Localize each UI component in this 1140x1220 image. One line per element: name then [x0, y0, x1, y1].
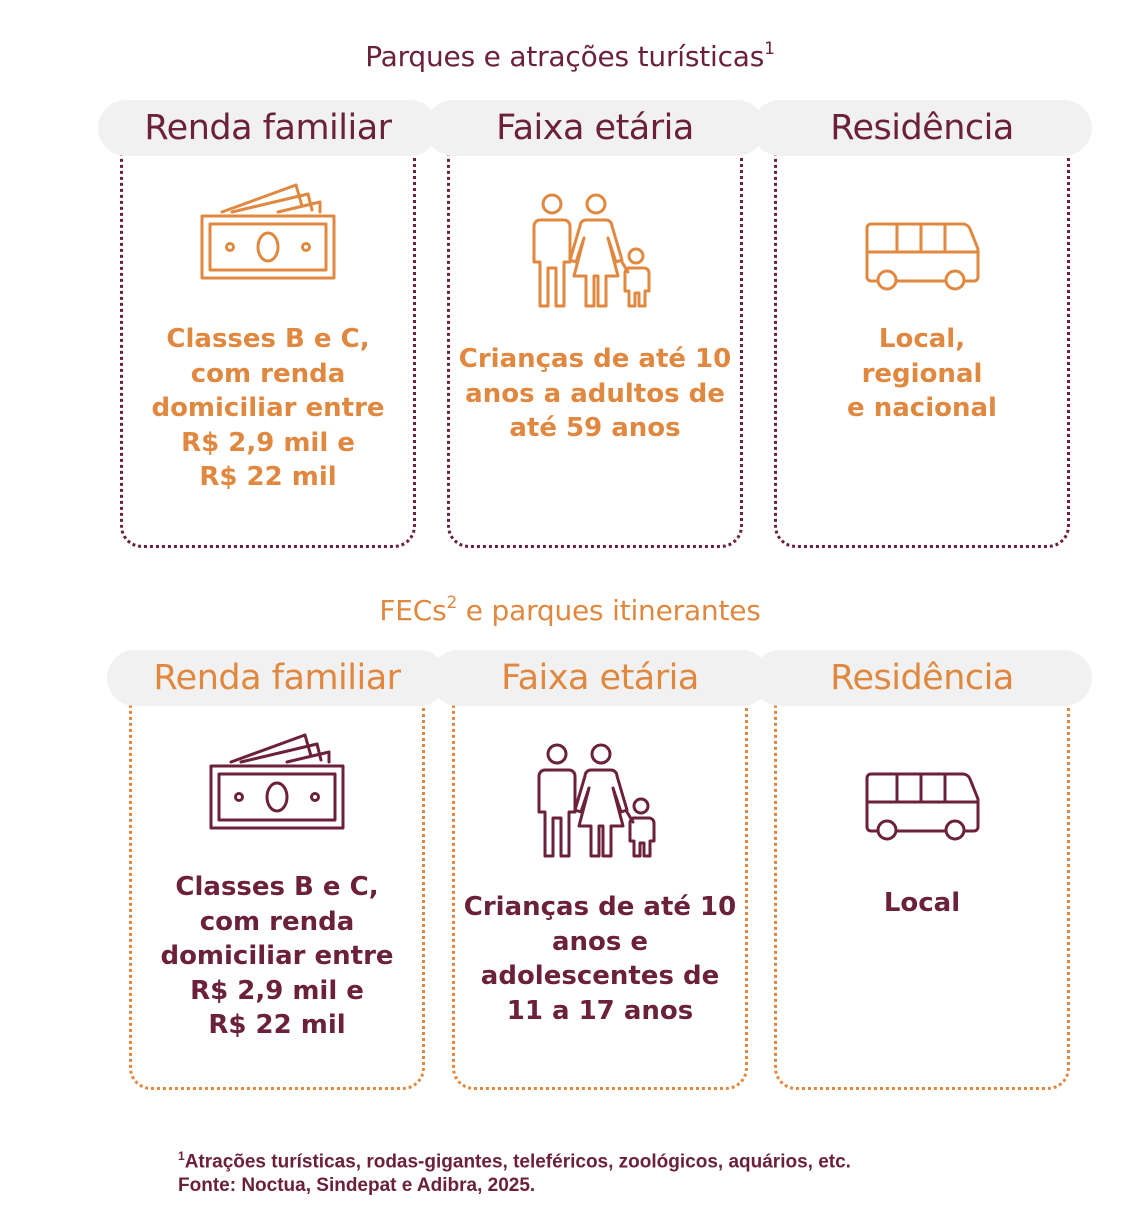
card-renda-familiar-parques	[118, 100, 418, 548]
money-bill-icon	[127, 732, 427, 832]
card-heading: Residência	[752, 100, 1092, 156]
footnote-marker: 2	[446, 592, 458, 613]
card-residencia-parques	[772, 100, 1072, 548]
card-description: Local	[883, 888, 961, 918]
card-description: Classes B e C, com renda domiciliar entre R$ 2,9 mil e R$ 22 mil	[160, 872, 394, 1040]
footnote-marker: 1	[764, 38, 775, 59]
card-residencia-fecs	[772, 650, 1072, 1090]
card-description: Local, regional e nacional	[847, 324, 997, 423]
card-renda-familiar-fecs	[127, 650, 427, 1090]
footnote-note: $^1$Atrações turísticas, rodas-gigantes, teleféricos, zoológicos, aquários, etc.	[178, 1149, 851, 1173]
card-heading: Residência	[752, 650, 1092, 706]
card-heading: Renda familiar	[98, 100, 438, 156]
section-title-fecs: FECs$^2$ e parques itinerantes	[379, 592, 761, 627]
money-bill-icon	[118, 182, 418, 282]
bus-icon	[772, 222, 1072, 292]
card-description: Crianças de até 10 anos e adolescentes de 11 a 17 anos	[463, 892, 737, 1026]
card-heading: Faixa etária	[425, 100, 765, 156]
card-description: Crianças de até 10 anos a adultos de até 59 anos	[458, 344, 732, 443]
card-heading: Faixa etária	[430, 650, 770, 706]
family-icon	[445, 192, 745, 308]
bus-icon	[772, 772, 1072, 842]
card-description: Classes B e C, com renda domiciliar entre R$ 2,9 mil e R$ 22 mil	[151, 324, 385, 492]
footnote-source: Fonte: Noctua, Sindepat e Adibra, 2025.	[178, 1175, 536, 1197]
card-faixa-etaria-parques	[445, 100, 745, 548]
family-icon	[450, 742, 750, 858]
section-title-parques: Parques e atrações turísticas$^1$	[365, 38, 775, 73]
footnotes	[178, 1144, 851, 1198]
card-heading: Renda familiar	[107, 650, 447, 706]
card-faixa-etaria-fecs	[450, 650, 750, 1090]
